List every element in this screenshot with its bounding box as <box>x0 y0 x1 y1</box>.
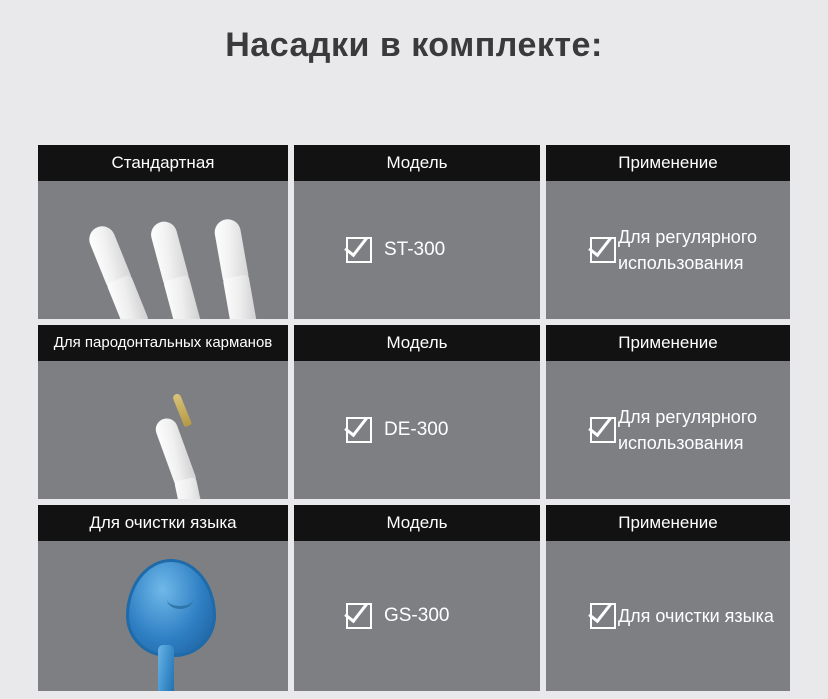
nozzle-tip-icon <box>148 219 190 288</box>
row-1-use-value: Для регулярного использования <box>617 227 757 273</box>
row-3-use-header: Применение <box>546 505 790 541</box>
row-1-model-cell <box>294 145 540 319</box>
row-3-model-body <box>294 541 540 691</box>
row-1-model-value: ST-300 <box>383 239 446 260</box>
tongue-scraper-handle-icon <box>158 645 174 691</box>
checkbox-icon <box>346 237 372 263</box>
row-2-image <box>38 361 288 499</box>
standard-nozzles-illustration <box>38 181 288 319</box>
row-1-use-body <box>546 181 790 319</box>
row-3-use-value: Для очистки языка <box>617 606 774 626</box>
nozzle-tip-icon <box>153 415 198 488</box>
checkbox-icon <box>590 603 616 629</box>
row-1-model-header: Модель <box>294 145 540 181</box>
row-1-model-value-wrap <box>294 181 540 319</box>
row-2-category-header: Для пародонтальных карманов <box>38 325 288 361</box>
row-1-image <box>38 181 288 319</box>
row-3-category-header: Для очистки языка <box>38 505 288 541</box>
row-2-model-value-wrap <box>294 361 540 499</box>
row-2-use-body <box>546 361 790 499</box>
row-2-model-cell <box>294 325 540 499</box>
checkbox-icon <box>346 417 372 443</box>
row-3-model-header: Модель <box>294 505 540 541</box>
nozzles-table <box>38 145 790 697</box>
row-3-image <box>38 541 288 691</box>
row-2-use-value: Для регулярного использования <box>617 407 757 453</box>
row-2-model-header: Модель <box>294 325 540 361</box>
row-2-model-value: DE-300 <box>383 419 449 440</box>
row-1-use-header: Применение <box>546 145 790 181</box>
row-2-use-cell <box>546 325 790 499</box>
row-3-model-cell <box>294 505 540 691</box>
row-2-use-value-wrap <box>546 361 790 499</box>
page-title: Насадки в комплекте: <box>225 26 603 64</box>
row-2-model-body <box>294 361 540 499</box>
row-1-use-cell <box>546 145 790 319</box>
row-3-model-value: GS-300 <box>383 605 450 626</box>
row-3-use-value-wrap <box>546 541 790 691</box>
row-1-use-value-wrap <box>546 181 790 319</box>
nozzle-tip-icon <box>213 217 250 285</box>
row-1-category-header: Стандартная <box>38 145 288 181</box>
table-row <box>38 325 790 499</box>
row-1-model-body <box>294 181 540 319</box>
tongue-scraper-head-icon <box>126 559 216 657</box>
checkbox-icon <box>590 237 616 263</box>
checkbox-icon <box>346 603 372 629</box>
checkbox-icon <box>590 417 616 443</box>
nozzle-tip-icon <box>85 222 132 289</box>
row-2-use-header: Применение <box>546 325 790 361</box>
row-1-category-cell <box>38 145 288 319</box>
table-row <box>38 505 790 691</box>
tongue-cleaner-illustration <box>38 541 288 691</box>
row-3-category-cell <box>38 505 288 691</box>
table-row <box>38 145 790 319</box>
row-3-model-value-wrap <box>294 541 540 691</box>
periodontal-nozzle-illustration <box>38 361 288 499</box>
row-2-category-cell <box>38 325 288 499</box>
row-3-use-body <box>546 541 790 691</box>
row-3-use-cell <box>546 505 790 691</box>
